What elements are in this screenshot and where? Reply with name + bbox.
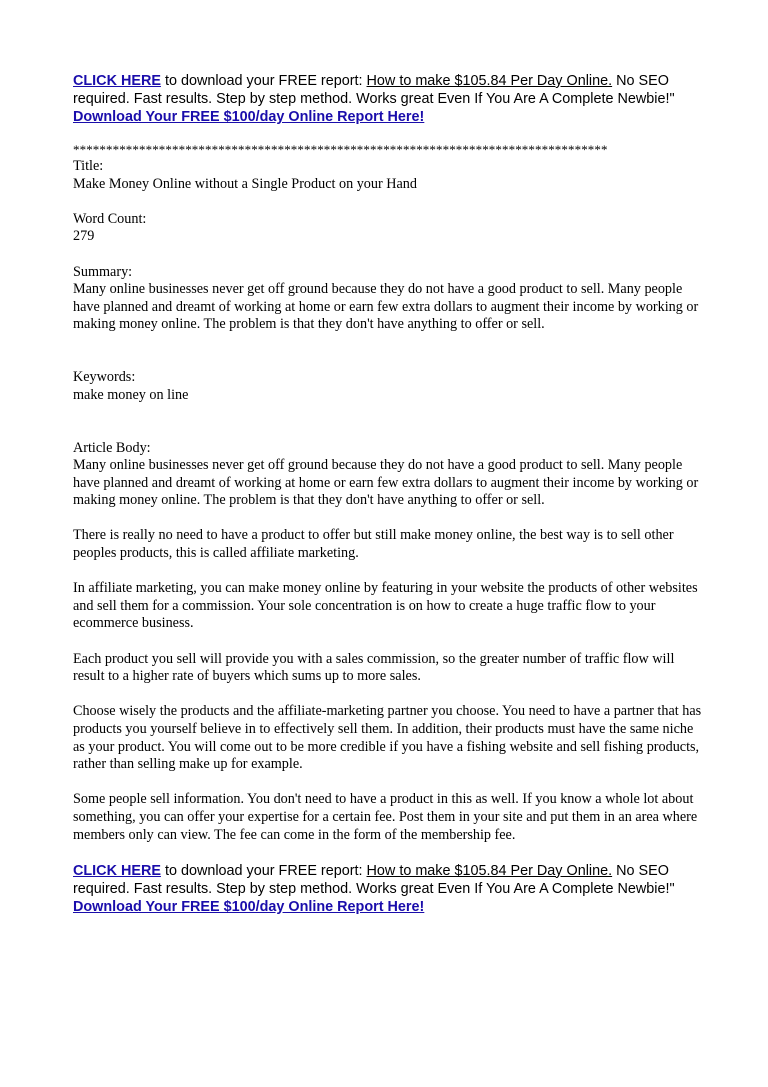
article-paragraph: There is really no need to have a product to offer but still make money online, the best way is to sell other peoples products, this is called affiliate marketing.: [73, 527, 674, 562]
summary-label: Summary:: [73, 263, 133, 280]
article-paragraph: Some people sell information. You don't need to have a product in this as well. If you know a whole lot about something, you can offer your expertise for a certain fee. Post them in your site and put them in an area where members only can view. The fee can come in the form of the membership fee.: [73, 791, 698, 843]
title-value: Make Money Online without a Single Product on your Hand: [73, 175, 417, 192]
article-body-label: Article Body:: [73, 439, 151, 456]
how-to-link[interactable]: How to make $105.84 Per Day Online.: [366, 73, 613, 89]
document-page: [73, 72, 703, 916]
promo-text-2: No SEO required. Fast results. Step by step method. Works great Even If You Are A Complete Newbie!": [73, 73, 675, 107]
promo-text-1: to download your FREE report:: [160, 862, 367, 879]
article-paragraph: In affiliate marketing, you can make money online by featuring in your website the products of other websites and sell them for a commission. Your sole concentration is on how to create a huge traffic flow to your ecommerce business.: [73, 580, 698, 632]
promo-text-1: to download your FREE report:: [160, 73, 367, 89]
promo-text-2: No SEO required. Fast results. Step by step method. Works great Even If You Are A Complete Newbie!": [73, 862, 675, 897]
keywords-value: make money on line: [73, 386, 189, 403]
click-here-link[interactable]: CLICK HERE: [73, 862, 161, 879]
promo-top: [73, 72, 703, 126]
article-paragraph: Many online businesses never get off ground because they do not have a good product to sell. Many people have planned and dreamt of working at home or earn few extra dollars to augment their income by working or making money online. The problem is that they don't have anything to offer or sell.: [73, 457, 699, 509]
keywords-label: Keywords:: [73, 369, 136, 386]
how-to-link[interactable]: How to make $105.84 Per Day Online.: [366, 862, 613, 879]
download-report-link[interactable]: Download Your FREE $100/day Online Report Here!: [73, 109, 425, 125]
article-paragraph: Choose wisely the products and the affiliate-marketing partner you choose. You need to have a partner that has products you yourself believe in to effectively sell them. In addition, their products must have the same niche as your product. You will come out to be more credible if you have a fishing website and sell fishing products, rather than selling make up for example.: [73, 703, 702, 773]
promo-bottom: [73, 862, 703, 916]
separator-line: *********************************************************************************: [73, 142, 608, 157]
click-here-link[interactable]: CLICK HERE: [73, 73, 161, 89]
word-count-label: Word Count:: [73, 210, 147, 227]
download-report-link[interactable]: Download Your FREE $100/day Online Report Here!: [73, 898, 425, 915]
article-content: [73, 158, 703, 844]
word-count-value: 279: [73, 228, 95, 245]
title-label: Title:: [73, 158, 104, 174]
summary-text: Many online businesses never get off ground because they do not have a good product to sell. Many people have planned and dreamt of working at home or earn few extra dollars to augment their income by working or making money online. The problem is that they don't have anything to offer or sell.: [73, 281, 699, 333]
article-paragraph: Each product you sell will provide you with a sales commission, so the greater number of traffic flow will result to a higher rate of buyers which sums up to more sales.: [73, 650, 675, 685]
